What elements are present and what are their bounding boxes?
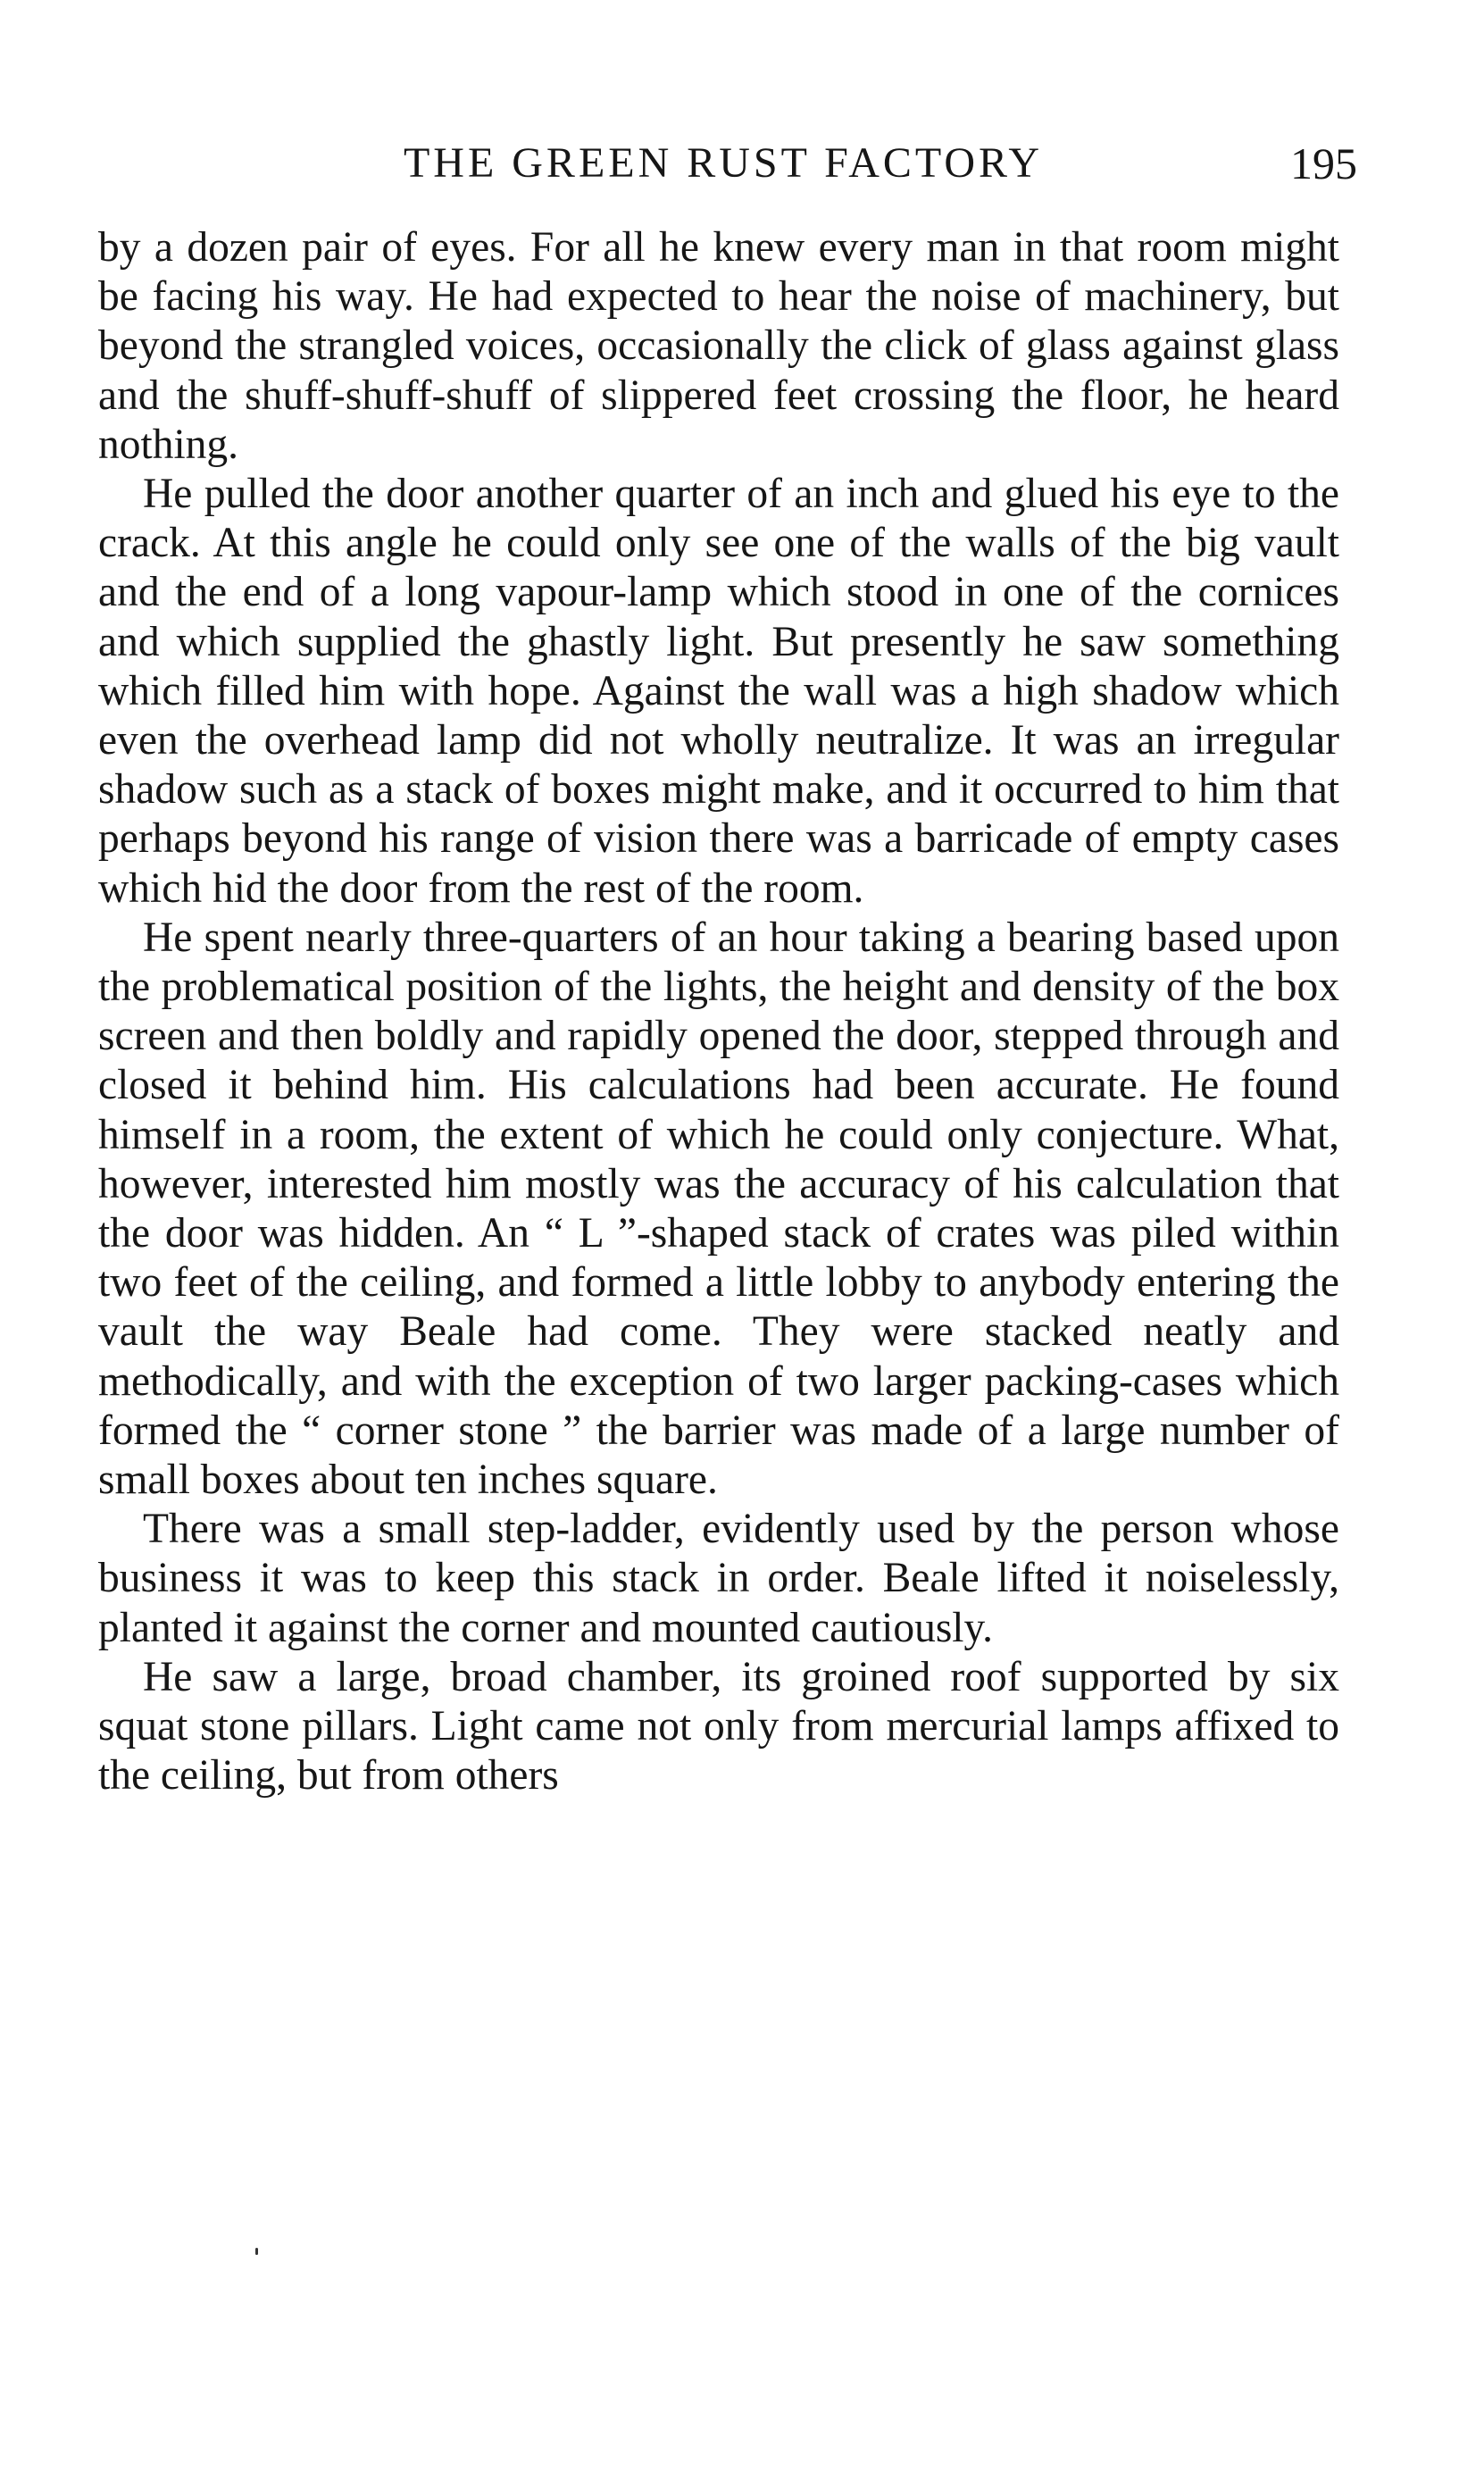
paragraph-1: by a dozen pair of eyes. For all he knew every man in that room might be facing his way. He had expected to hear the noise of machinery, but beyond the strangled voices, occasionally the click of glass against glass and the shuff-shuff-shuff of slippered feet crossing the floor, he heard nothing. (98, 224, 1339, 468)
running-title: THE GREEN RUST FACTORY (403, 139, 1044, 187)
page-number: 195 (1290, 138, 1357, 188)
paragraph-3: He spent nearly three-quarters of an hour taking a bearing based upon the problematical position of the lights, the height and density of the box screen and then boldly and rapidly opened the door, stepped through and closed it behind him. His calculations had been accurate. He found himself in a room, the extent of which he could only conjecture. What, however, interested him mostly was the accuracy of his calculation that the door was hidden. An “ L ”-shaped stack of crates was piled within two feet of the ceiling, and formed a little lobby to anybody entering the vault the way Beale had come. They were stacked neatly and methodically, and with the exception of two larger packing-cases which formed the “ corner stone ” the barrier was made of a large number of small boxes about ten inches square. (98, 914, 1339, 1504)
ink-speck (255, 2248, 258, 2255)
paragraph-5: He saw a large, broad chamber, its groined roof supported by six squat stone pillars. Light came not only from mercurial lamps affixed to the ceiling, but from others (98, 1653, 1339, 1799)
body-text (98, 223, 1339, 1801)
running-head (98, 132, 1357, 195)
paragraph-4: There was a small step-ladder, evidently used by the person whose business it was to keep this stack in order. Beale lifted it noiselessly, planted it against the corner and mounted cautiously. (98, 1506, 1339, 1651)
paragraph-2: He pulled the door another quarter of an inch and glued his eye to the crack. At this angle he could only see one of the walls of the big vault and the end of a long vapour-lamp which stood in one of the cornices and which supplied the ghastly light. But presently he saw something which filled him with hope. Against the wall was a high shadow which even the overhead lamp did not wholly neutralize. It was an irregular shadow such as a stack of boxes might make, and it occurred to him that perhaps beyond his range of vision there was a barricade of empty cases which hid the door from the rest of the room. (98, 471, 1339, 912)
